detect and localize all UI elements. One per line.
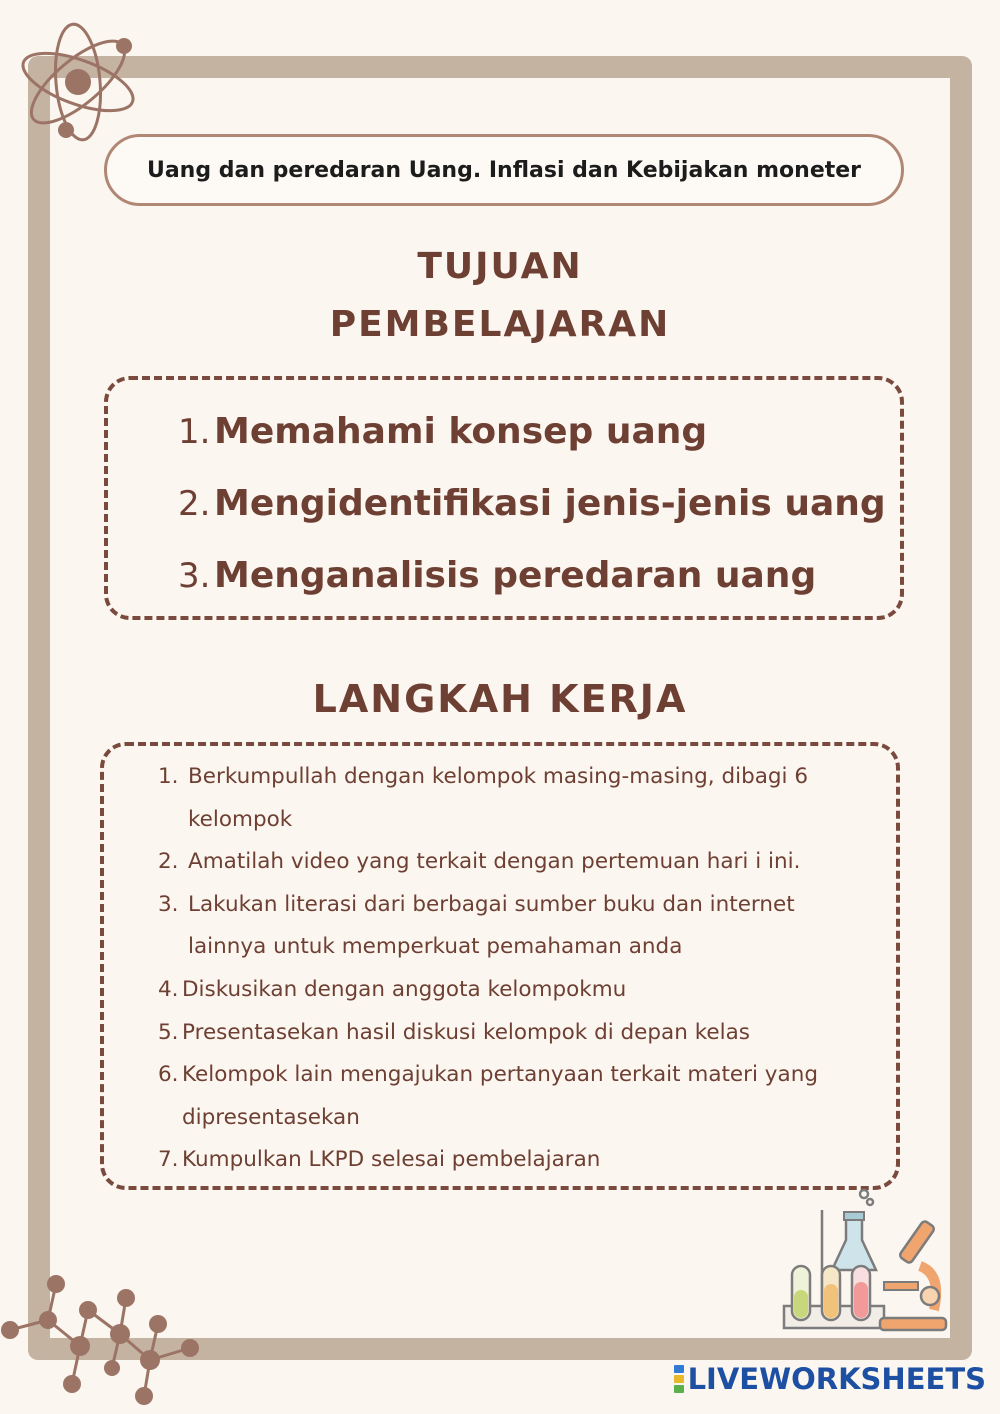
steps-list bbox=[158, 756, 858, 1182]
step-text: Amatilah video yang terkait dengan pertemuan hari i ini. bbox=[188, 849, 801, 875]
objective-text: Mengidentifikasi jenis-jenis uang bbox=[214, 483, 886, 524]
step-text: Kumpulkan LKPD selesai pembelajaran bbox=[182, 1147, 601, 1173]
step-item bbox=[158, 1054, 858, 1139]
step-number: 5. bbox=[158, 1019, 179, 1045]
objective-item bbox=[178, 396, 886, 468]
step-text: Lakukan literasi dari berbagai sumber buku dan internet lainnya untuk memperkuat pemahaman anda bbox=[188, 891, 795, 960]
step-item bbox=[158, 1012, 858, 1055]
objectives-list bbox=[178, 396, 886, 612]
objective-number: 2. bbox=[178, 484, 211, 524]
step-text: Berkumpullah dengan kelompok masing-masing, dibagi 6 kelompok bbox=[188, 764, 809, 832]
tujuan-heading-line1: TUJUAN bbox=[417, 246, 583, 287]
step-item bbox=[158, 884, 858, 969]
step-text: Diskusikan dengan anggota kelompokmu bbox=[182, 976, 627, 1002]
tujuan-heading-line2: PEMBELAJARAN bbox=[329, 304, 671, 345]
objective-item bbox=[178, 468, 886, 540]
objective-number: 3. bbox=[178, 556, 211, 596]
step-item bbox=[158, 969, 858, 1012]
worksheet-title: Uang dan peredaran Uang. Inflasi dan Kebijakan moneter bbox=[104, 134, 904, 206]
step-number: 7. bbox=[158, 1147, 179, 1173]
liveworksheets-logo bbox=[674, 1362, 986, 1396]
langkah-heading: LANGKAH KERJA bbox=[312, 677, 688, 721]
lab-equipment-icon bbox=[780, 1186, 950, 1336]
logo-mark-icon bbox=[674, 1364, 684, 1394]
step-number: 4. bbox=[158, 976, 179, 1002]
step-number: 6. bbox=[158, 1062, 179, 1088]
logo-text: LIVEWORKSHEETS bbox=[687, 1362, 986, 1396]
step-number: 2. bbox=[158, 849, 179, 875]
objective-text: Memahami konsep uang bbox=[214, 411, 708, 452]
step-number: 1. bbox=[158, 764, 179, 789]
tujuan-heading bbox=[0, 238, 1000, 354]
step-item bbox=[158, 756, 858, 841]
objective-text: Menganalisis peredaran uang bbox=[214, 555, 817, 596]
step-item bbox=[158, 841, 858, 884]
step-item bbox=[158, 1139, 858, 1182]
steps-box bbox=[100, 742, 900, 1190]
step-text: Presentasekan hasil diskusi kelompok di depan kelas bbox=[182, 1019, 750, 1045]
step-number: 3. bbox=[158, 891, 179, 917]
objective-item bbox=[178, 540, 886, 612]
atom-icon bbox=[12, 22, 144, 144]
objective-number: 1. bbox=[178, 412, 211, 452]
step-text: Kelompok lain mengajukan pertanyaan terkait materi yang dipresentasekan bbox=[182, 1062, 818, 1130]
molecule-icon bbox=[0, 1264, 210, 1414]
objectives-box bbox=[104, 376, 904, 620]
